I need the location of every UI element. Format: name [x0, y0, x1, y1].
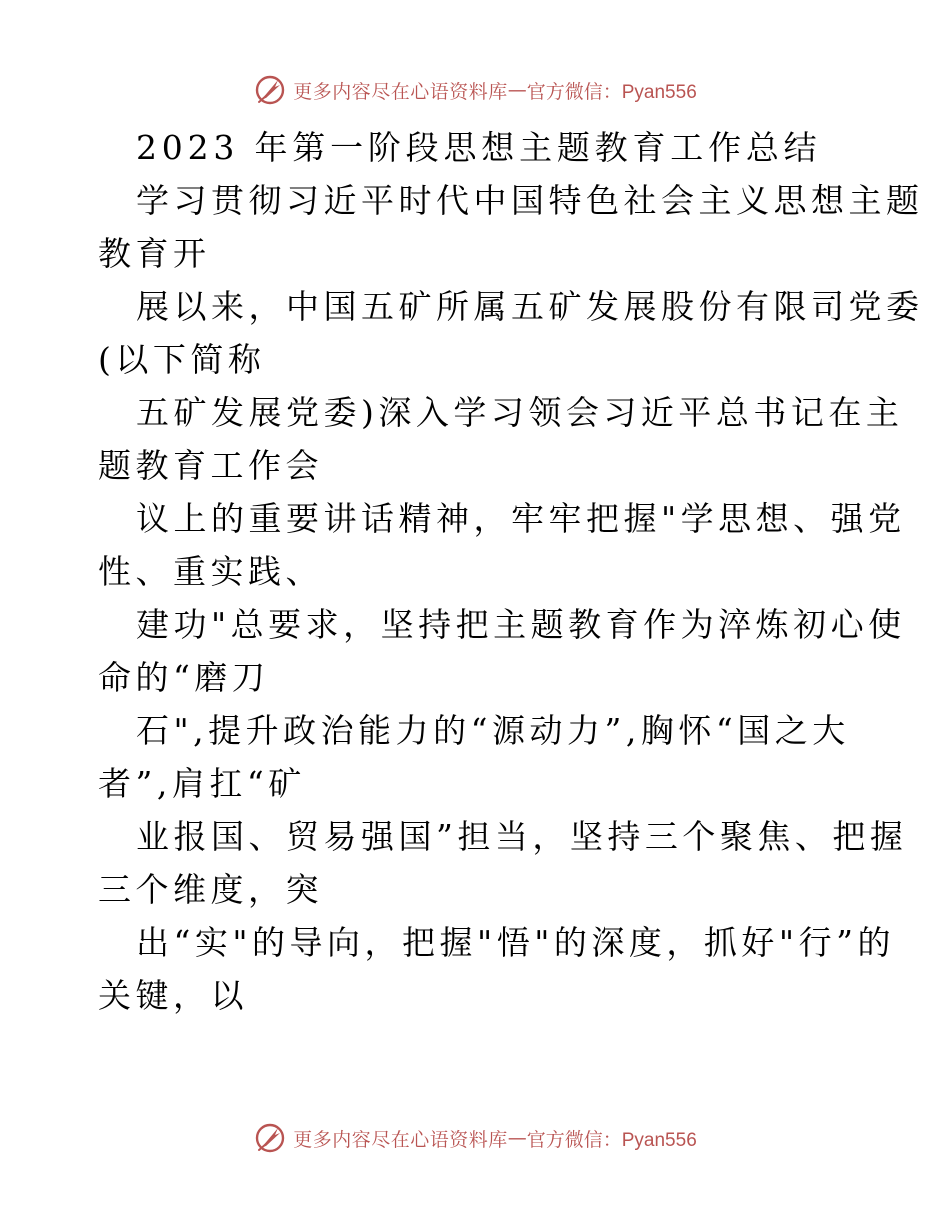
text-line: 展以来，中国五矿所属五矿发展股份有限司党委 — [136, 287, 924, 326]
text-line: 建功"总要求，坚持把主题教育作为淬炼初心使 — [136, 605, 906, 644]
wechat-contact-text: 官方微信：Pyan556 — [526, 81, 697, 103]
banner-separator: — — [507, 79, 527, 101]
text-line: 五矿发展党委)深入学习领会习近平总书记在主 — [136, 393, 904, 432]
quill-in-circle-icon — [253, 73, 287, 107]
header-watermark-banner — [0, 70, 950, 110]
site-name-text: 更多内容尽在心语资料库 — [293, 1128, 508, 1151]
banner-separator: — — [507, 1127, 527, 1149]
document-body — [98, 121, 924, 1022]
text-line: 教育开 — [98, 234, 211, 273]
text-line: 三个维度，突 — [98, 870, 323, 909]
text-line: 石",提升政治能力的“源动力”,胸怀“国之大 — [136, 711, 850, 750]
text-line: 学习贯彻习近平时代中国特色社会主义思想主题 — [136, 181, 924, 220]
text-line: 议上的重要讲话精神，牢牢把握"学思想、强党 — [136, 499, 906, 538]
quill-in-circle-icon — [253, 1121, 287, 1155]
wechat-contact-text: 官方微信：Pyan556 — [526, 1129, 697, 1151]
text-line: 关键，以 — [98, 976, 248, 1015]
text-line: 性、重实践、 — [98, 552, 323, 591]
text-line: 命的“磨刀 — [98, 658, 270, 697]
text-line: 题教育工作会 — [98, 446, 323, 485]
footer-watermark-banner — [0, 1118, 950, 1158]
document-title: 2023 年第一阶段思想主题教育工作总结 — [136, 128, 822, 167]
text-line: 者”,肩扛“矿 — [98, 764, 306, 803]
site-name-text: 更多内容尽在心语资料库 — [293, 80, 508, 103]
text-line: 出“实"的导向，把握"悟"的深度，抓好"行”的 — [136, 923, 895, 962]
text-line: 业报国、贸易强国”担当，坚持三个聚焦、把握 — [136, 817, 908, 856]
text-line: (以下简称 — [98, 340, 266, 379]
